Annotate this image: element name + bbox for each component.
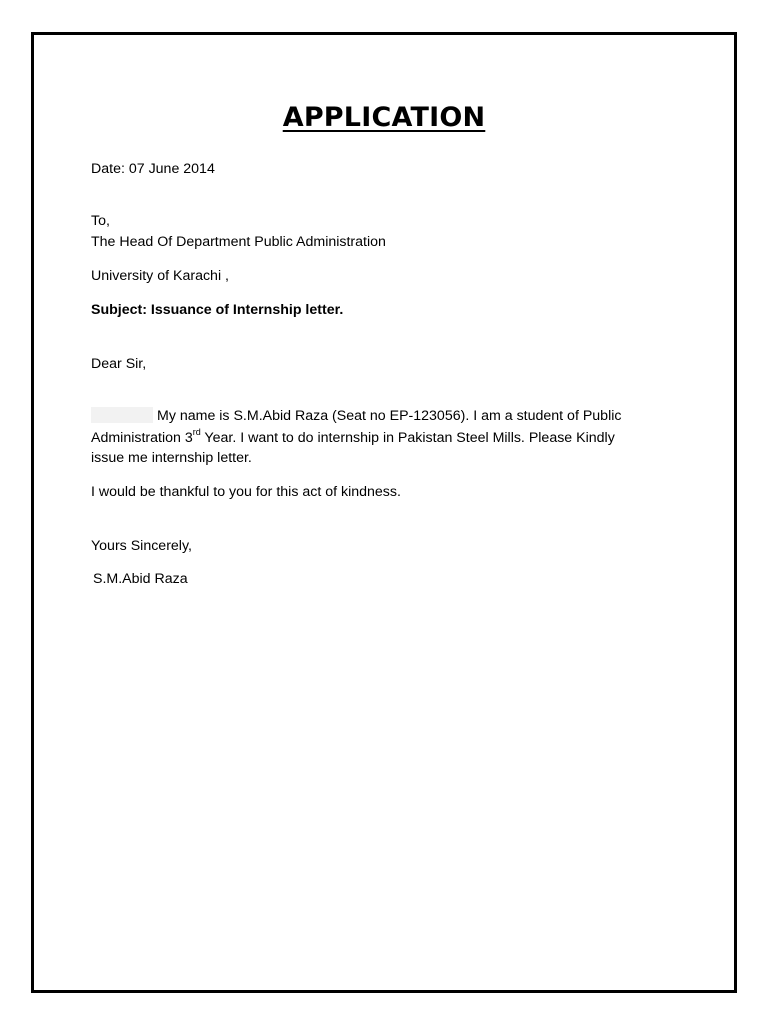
salutation: Dear Sir,: [91, 356, 147, 372]
paragraph-indent: [91, 407, 153, 423]
letter-date: Date: 07 June 2014: [91, 161, 215, 177]
letter-subject: Subject: Issuance of Internship letter.: [91, 302, 344, 318]
body-line-2-start: Administration 3: [91, 430, 193, 446]
ordinal-suffix: rd: [192, 427, 201, 438]
closing-paragraph: I would be thankful to you for this act of kindness.: [91, 484, 401, 500]
letter-page: [31, 32, 737, 993]
body-line-2: [91, 428, 615, 448]
body-line-3: issue me internship letter.: [91, 450, 252, 466]
address-to: To,: [91, 213, 110, 229]
recipient-line-1: The Head Of Department Public Administration: [91, 234, 386, 250]
body-line-1: [91, 406, 621, 426]
signature-name: S.M.Abid Raza: [93, 571, 188, 587]
body-line-1-text: My name is S.M.Abid Raza (Seat no EP-123056). I am a student of Public: [157, 408, 622, 424]
body-line-2-end: Year. I want to do internship in Pakistan Steel Mills. Please Kindly: [200, 430, 615, 446]
letter-title: APPLICATION: [282, 102, 486, 133]
recipient-line-2: University of Karachi ,: [91, 268, 229, 284]
sign-off: Yours Sincerely,: [91, 538, 192, 554]
